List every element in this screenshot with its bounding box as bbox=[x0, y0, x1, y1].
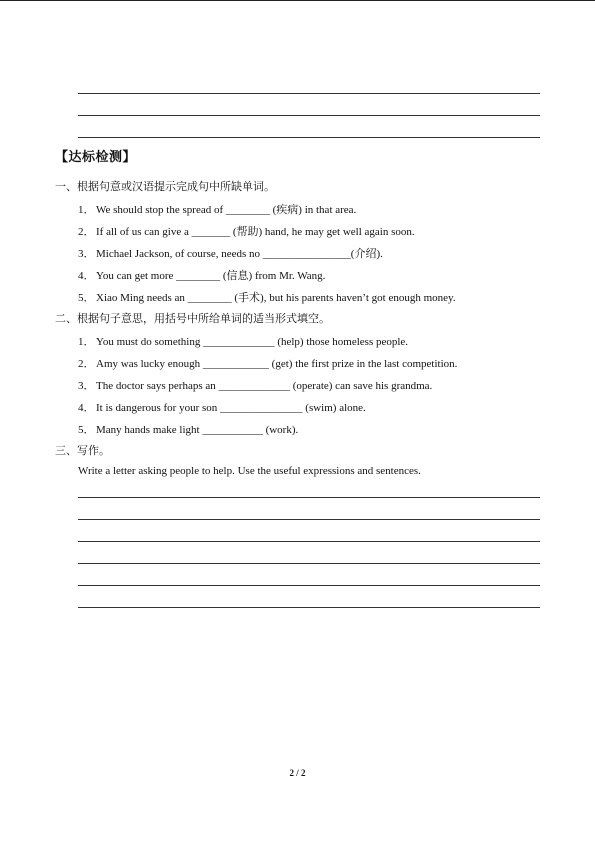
item-number: 3． bbox=[78, 380, 95, 392]
writing-line bbox=[78, 519, 540, 520]
exercise-item bbox=[78, 421, 298, 437]
section-three-title: 三、写作。 bbox=[55, 444, 110, 457]
exercise-item bbox=[78, 399, 366, 415]
section-two-title: 二、根据句子意思，用括号中所给单词的适当形式填空。 bbox=[55, 312, 330, 325]
item-text: If all of us can give a _______ (帮助) hand, he may get well again soon. bbox=[96, 226, 415, 238]
page-number: 2 / 2 bbox=[289, 768, 306, 778]
writing-prompt: Write a letter asking people to help. Use the useful expressions and sentences. bbox=[78, 465, 421, 477]
exercise-item bbox=[78, 223, 415, 239]
writing-line bbox=[78, 563, 540, 564]
writing-line bbox=[78, 497, 540, 498]
writing-line bbox=[78, 541, 540, 542]
writing-line bbox=[78, 607, 540, 608]
item-text: Xiao Ming needs an ________ (手术), but his parents haven’t got enough money. bbox=[96, 292, 456, 304]
exercise-item bbox=[78, 377, 432, 393]
exercise-item bbox=[78, 333, 408, 349]
item-text: Michael Jackson, of course, needs no ________________(介绍). bbox=[96, 248, 383, 260]
item-number: 2． bbox=[78, 358, 95, 370]
item-text: It is dangerous for your son _______________ (swim) alone. bbox=[96, 402, 366, 414]
item-number: 2． bbox=[78, 226, 95, 238]
answer-line bbox=[78, 137, 540, 138]
writing-line bbox=[78, 585, 540, 586]
item-text: You must do something _____________ (help) those homeless people. bbox=[96, 336, 409, 348]
item-number: 4． bbox=[78, 270, 95, 282]
section-heading: 【达标检测】 bbox=[55, 150, 137, 165]
exercise-item bbox=[78, 355, 457, 371]
item-number: 1． bbox=[78, 336, 95, 348]
item-text: You can get more ________ (信息) from Mr. Wang. bbox=[96, 270, 326, 282]
page-top-border bbox=[0, 0, 595, 1]
exercise-item bbox=[78, 245, 383, 261]
exercise-item bbox=[78, 267, 325, 283]
item-number: 5． bbox=[78, 424, 95, 436]
item-text: The doctor says perhaps an _____________ (operate) can save his grandma. bbox=[96, 380, 433, 392]
item-number: 1． bbox=[78, 204, 95, 216]
answer-line bbox=[78, 115, 540, 116]
item-number: 4． bbox=[78, 402, 95, 414]
exercise-item bbox=[78, 201, 356, 217]
item-text: Many hands make light ___________ (work). bbox=[96, 424, 299, 436]
exercise-item bbox=[78, 289, 456, 305]
section-one-title: 一、根据句意或汉语提示完成句中所缺单词。 bbox=[55, 180, 275, 193]
item-text: We should stop the spread of ________ (疾病) in that area. bbox=[96, 204, 357, 216]
answer-line bbox=[78, 93, 540, 94]
item-number: 5． bbox=[78, 292, 95, 304]
item-number: 3． bbox=[78, 248, 95, 260]
item-text: Amy was lucky enough ____________ (get) the first prize in the last competition. bbox=[96, 358, 458, 370]
